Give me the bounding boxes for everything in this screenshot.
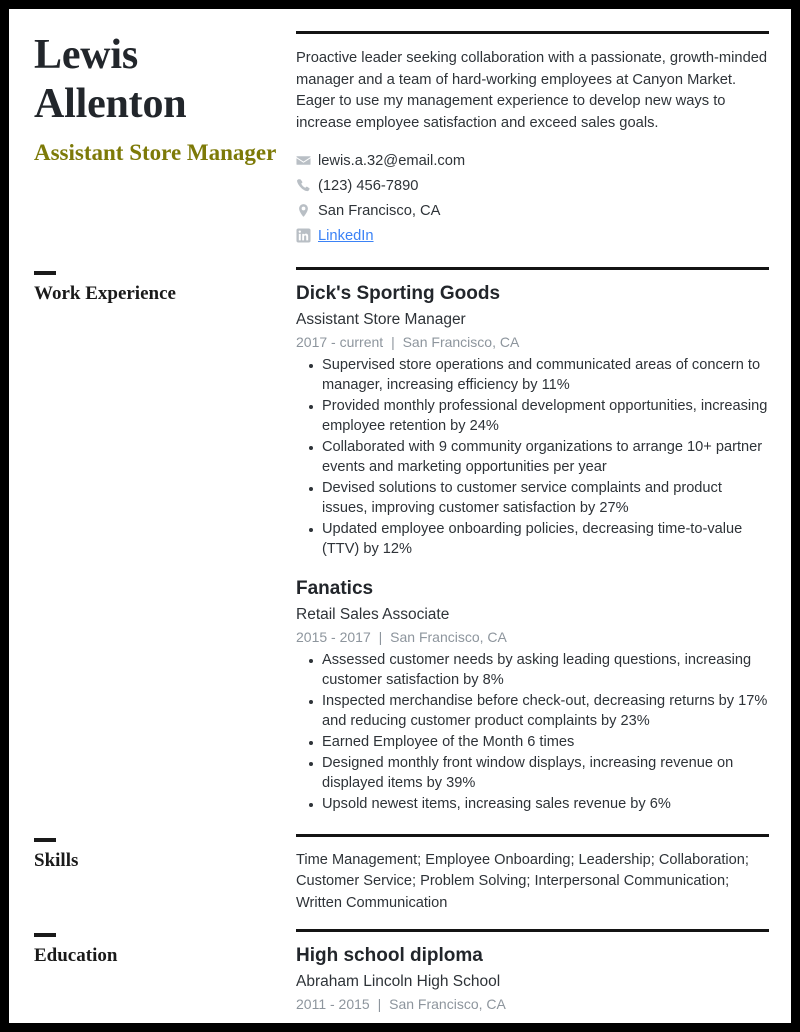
education-divider — [296, 929, 769, 932]
work-entry-meta — [296, 333, 769, 353]
work-entry-bullets — [296, 356, 769, 560]
education-content — [296, 929, 769, 1017]
work-experience-heading-column — [34, 267, 296, 305]
summary-column — [296, 31, 769, 248]
work-entry-dates: 2017 - current — [296, 334, 384, 351]
work-entry — [296, 577, 769, 814]
bullet-item: Collaborated with 9 community organizations to arrange 10+ partner events and marketing opportunities per year — [322, 438, 769, 478]
skills-heading-column — [34, 834, 296, 872]
education-entry — [296, 944, 769, 1014]
section-title-education: Education — [34, 945, 118, 967]
bullet-item: Earned Employee of the Month 6 times — [322, 733, 769, 753]
identity-column — [34, 31, 296, 169]
education-entry-meta — [296, 995, 769, 1015]
contact-list — [296, 148, 769, 248]
section-title-skills: Skills — [34, 849, 79, 871]
contact-item-phone — [296, 173, 769, 198]
contact-item-linkedin[interactable] — [296, 223, 769, 248]
bullet-item: Designed monthly front window displays, increasing revenue on displayed items by 39% — [322, 754, 769, 794]
education-heading-column — [34, 929, 296, 967]
work-experience-content — [296, 267, 769, 816]
linkedin-link[interactable]: LinkedIn — [318, 227, 374, 244]
professional-summary: Proactive leader seeking collaboration with a passionate, growth-minded manager and a team of hard-working employees at Canyon Market. Eager to use my management experience to develop new ways to increase employee satisfaction and exceed sales goals. — [296, 50, 768, 131]
section-heading-skills — [34, 834, 286, 872]
last-name: Allenton — [34, 81, 187, 128]
contact-phone-text: (123) 456-7890 — [318, 177, 419, 194]
header-row — [34, 31, 769, 248]
page-title — [34, 31, 286, 129]
bullet-item: Devised solutions to customer service complaints and product issues, improving customer satisfaction by 27% — [322, 479, 769, 519]
section-heading-work — [34, 267, 286, 305]
contact-item-email — [296, 148, 769, 173]
education-entry-school: Abraham Lincoln High School — [296, 972, 501, 990]
work-divider — [296, 267, 769, 270]
work-entry-meta — [296, 628, 769, 648]
contact-location-text: San Francisco, CA — [318, 202, 441, 219]
education-entry-degree: High school diploma — [296, 945, 483, 967]
bullet-item: Inspected merchandise before check-out, decreasing returns by 17% and reducing customer product complaints by 23% — [322, 692, 769, 732]
work-entry-role: Retail Sales Associate — [296, 606, 450, 624]
work-entry-organization: Dick's Sporting Goods — [296, 283, 501, 305]
contact-email-text: lewis.a.32@email.com — [318, 152, 466, 169]
summary-divider — [296, 31, 769, 34]
bullet-item: Upsold newest items, increasing sales revenue by 6% — [322, 795, 769, 815]
education-section — [34, 929, 769, 1017]
envelope-icon — [296, 153, 311, 168]
headline-job-title: Assistant Store Manager — [34, 140, 277, 166]
education-entry-list — [296, 944, 769, 1014]
section-dash-icon — [34, 933, 56, 937]
work-entry-dates: 2015 - 2017 — [296, 629, 371, 646]
section-dash-icon — [34, 271, 56, 275]
work-entry-list — [296, 282, 769, 814]
section-dash-icon — [34, 838, 56, 842]
education-entry-dates: 2011 - 2015 — [296, 995, 370, 1012]
meta-separator: | — [391, 334, 395, 351]
education-entry-location: San Francisco, CA — [389, 995, 506, 1012]
skills-list-text: Time Management; Employee Onboarding; Leadership; Collaboration; Customer Service; Problem Solving; Interpersonal Communication; Written Communication — [296, 851, 749, 912]
skills-section — [34, 834, 769, 916]
work-entry — [296, 282, 769, 559]
section-title-work: Work Experience — [34, 283, 176, 305]
contact-item-location — [296, 198, 769, 223]
work-entry-role: Assistant Store Manager — [296, 311, 466, 329]
phone-icon — [296, 178, 311, 193]
location-pin-icon — [296, 203, 311, 218]
bullet-item: Updated employee onboarding policies, decreasing time-to-value (TTV) by 12% — [322, 520, 769, 560]
skills-content — [296, 834, 769, 916]
work-entry-organization: Fanatics — [296, 578, 374, 600]
work-experience-section — [34, 267, 769, 816]
work-entry-bullets — [296, 651, 769, 815]
meta-separator: | — [377, 995, 382, 1012]
work-entry-location: San Francisco, CA — [402, 334, 520, 351]
skills-divider — [296, 834, 769, 837]
work-entry-location: San Francisco, CA — [390, 629, 507, 646]
bullet-item: Supervised store operations and communicated areas of concern to manager, increasing efficiency by 11% — [322, 356, 769, 396]
resume-sheet — [9, 9, 791, 1023]
first-name: Lewis — [34, 32, 139, 78]
meta-separator: | — [378, 629, 383, 646]
linkedin-icon — [296, 228, 311, 243]
bullet-item: Assessed customer needs by asking leading questions, increasing customer satisfaction by 8% — [322, 651, 769, 691]
bullet-item: Provided monthly professional development opportunities, increasing employee retention by 24% — [322, 397, 769, 437]
section-heading-education — [34, 929, 286, 967]
